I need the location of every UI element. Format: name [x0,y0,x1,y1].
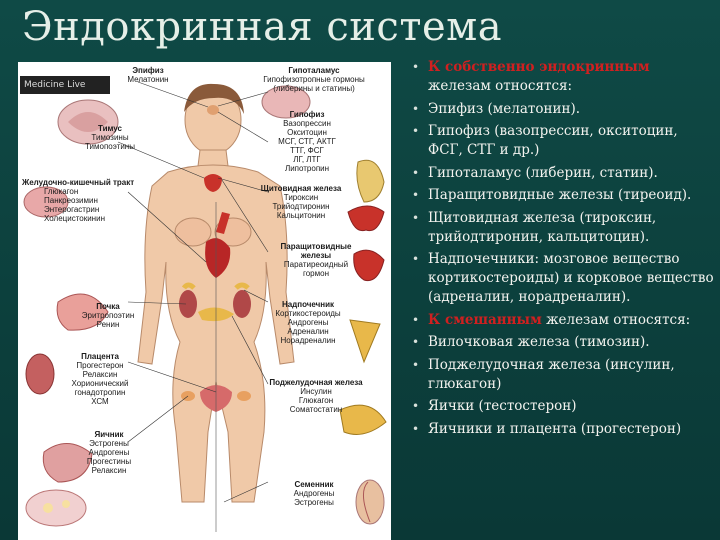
label-line: Хорионический [71,379,129,388]
label-line: Вазопрессин [283,119,331,128]
label-line: Тироксин [283,193,319,202]
bullet-text: Надпочечники: мозговое вещество кортикостероиды) и корковое вещество (адреналин, норадреналин). [428,251,714,305]
label-head: Щитовидная железа [260,184,342,193]
bullet-item [410,356,715,394]
label-line: Окситоцин [287,128,327,137]
label-line: Паратиреоидный [283,260,349,269]
label-line: Ренин [96,320,120,329]
label-hypothalamus [254,66,374,93]
label-line: Адреналин [287,327,329,336]
label-line: Прогестерон [76,361,124,370]
label-placenta [58,352,142,406]
bullet-dot-icon: • [412,335,420,349]
bullet-item [410,250,715,307]
bullet-highlight: К собственно эндокринным [428,59,650,75]
bullet-item [410,164,715,183]
label-parathyroid [266,242,366,278]
bullet-dot-icon: • [412,165,420,180]
label-line: ТТГ, ФСГ [290,146,324,155]
label-head: Паращитовидные железы [280,242,352,260]
label-line: Глюкагон [44,187,79,196]
bullet-text: Эпифиз (мелатонин). [428,100,581,117]
label-head: Гипоталамус [288,66,340,75]
label-line: Норадреналин [280,336,336,345]
label-epiphysis [118,66,178,84]
label-head: Поджелудочная железа [269,378,363,387]
bullet-dot-icon: • [412,421,420,436]
bullet-item [410,58,715,96]
label-line: Мелатонин [127,75,169,84]
bullet-highlight: К смешанным [428,311,542,328]
label-line: Андрогены [293,489,335,498]
label-line: Эритропоэтин [81,311,135,320]
label-head: Надпочечник [281,300,335,309]
label-line: Кальцитонин [276,211,326,220]
bullet-text: Щитовидная железа (тироксин, трийодтиронин, кальцитоцин). [428,209,657,245]
bullet-text: Гипоталамус (либерин, статин). [428,164,658,181]
bullet-text: Яички (тестостерон) [428,398,577,414]
bullet-text: железам относятся: [541,311,691,328]
bullet-dot-icon: • [412,399,420,413]
bullet-item [410,397,715,416]
bullet-text: Яичники и плацента (прогестерон) [428,420,682,437]
label-line: Липотропин [284,164,330,173]
bullet-item [410,122,715,160]
label-line: Кортикостероиды [275,309,341,318]
bullet-text: Поджелудочная железа (инсулин, глюкагон) [428,356,675,392]
bullet-dot-icon: • [412,60,420,74]
label-pancreas [266,378,366,414]
label-line: Энтерогастрин [44,205,100,214]
bullet-dot-icon: • [412,124,420,138]
bullet-list [410,58,715,442]
bullet-item [410,209,715,247]
label-gi-tract [22,178,142,223]
label-line: Панкреозимин [44,196,98,205]
label-line: (либерины и статины) [273,84,355,93]
label-thyroid [258,184,344,220]
label-head: Яичник [94,430,124,439]
label-head: Желудочно-кишечный тракт [22,178,135,187]
label-adrenal [270,300,346,345]
bullet-item [410,186,715,205]
label-line: Андрогены [287,318,329,327]
label-pituitary [268,110,346,173]
label-line: Эстрогены [294,498,334,507]
bullet-dot-icon: • [412,312,420,327]
label-ovary [74,430,144,475]
label-line: Гипофизотропные гормоны [263,75,365,84]
label-line: Трийодтиронин [272,202,330,211]
label-line: Эстрогены [89,439,129,448]
label-head: Тимус [97,124,122,133]
label-head: Гипофиз [289,110,325,119]
bullet-text: Вилочковая железа (тимозин). [428,334,650,350]
bullet-dot-icon: • [412,252,420,266]
bullet-item [410,333,715,352]
label-line: Прогестины [86,457,132,466]
bullet-text: Паращитовидные железы (тиреоид). [428,187,692,203]
label-head: Почка [96,302,120,311]
bullet-item [410,100,715,119]
bullet-dot-icon: • [412,101,420,116]
label-line: ХСМ [91,397,109,406]
label-line: Релаксин [82,370,118,379]
bullet-dot-icon: • [412,357,420,372]
label-line: Релаксин [91,466,127,475]
label-line: Холецистокинин [44,214,105,223]
label-line: гормон [302,269,329,278]
bullet-text: железам относятся: [428,78,573,94]
bullet-dot-icon: • [412,188,420,202]
label-line: МСГ, СТГ, АКТГ [278,137,336,146]
label-thymus [80,124,140,151]
watermark: Medicine Live [20,76,110,94]
label-testis [282,480,346,507]
label-line: Тимопоэтины [85,142,135,151]
label-line: Соматостатин [289,405,343,414]
label-kidney [78,302,138,329]
label-line: гонадотропин [74,388,126,397]
label-line: ЛГ, ЛТГ [293,155,321,164]
bullet-item [410,311,715,330]
label-line: Тимозины [91,133,129,142]
bullet-item [410,420,715,439]
label-head: Эпифиз [132,66,164,75]
label-line: Инсулин [300,387,332,396]
label-line: Андрогены [88,448,130,457]
label-line: Глюкагон [298,396,334,405]
slide-title: Эндокринная система [22,4,503,50]
endocrine-illustration [18,62,391,540]
bullet-text: Гипофиз (вазопрессин, окситоцин, ФСГ, СТГ и др.) [428,123,678,158]
bullet-dot-icon: • [412,210,420,225]
label-head: Семенник [294,480,334,489]
label-head: Плацента [81,352,119,361]
